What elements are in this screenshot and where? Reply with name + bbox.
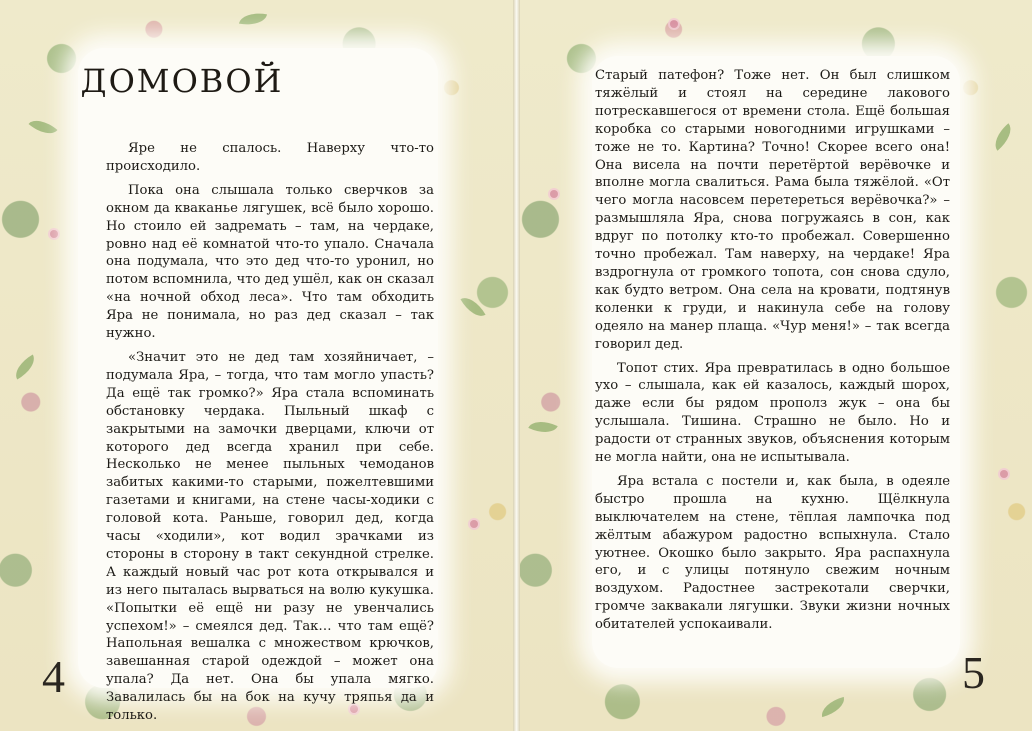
page-number: 5	[962, 647, 985, 698]
paragraph: Пока она слышала только сверчков за окном да кваканье лягушек, всё было хорошо. Но стоило ей задремать – там, на чердаке, ровно над её комнатой что-то упало. Сначала она подумала, что это дед что-то уронил, но потом вспомнила, что дед ушёл, как он сказал «на ночной обход леса». Что там обходить Яра не понимала, но раз дед сказал – так нужно.	[106, 182, 434, 342]
paragraph: Старый патефон? Тоже нет. Он был слишком тяжёлый и стоял на середине лакового потрескавшегося от времени стола. Ещё большая коробка со старыми новогодними игрушками – тоже не то. Картина? Точно! Скорее всего она! Она висела на почти перетёртой верёвочке и вполне могла свалиться. Рама была тяжёлой. «От чего могла насовсем перетереться верёвочка?» – размышляла Яра, снова погружаясь в сон, как вдруг по потолку кто-то пробежал. Совершенно точно пробежал. Там наверху, на чердаке! Яра вздрогнула от громкого топота, сон снова сдуло, как будто ветром. Она села на кровати, подтянув коленки к груди, и накинула себе на голову одеяло на манер плаща. «Чур меня!» – так всегда говорил дед.	[595, 68, 950, 352]
leaf-decoration	[460, 292, 485, 322]
flower-decoration	[1000, 470, 1008, 478]
leaf-decoration	[10, 354, 40, 379]
paragraph: Топот стих. Яра превратилась в одно большое ухо – слышала, как ей казалось, каждый шорох, даже если бы рядом прополз жук – она бы услышала. Тишина. Страшно не было. Но и радости от странных звуков, объяснения которым не могла найти, она не испытывала.	[595, 360, 950, 466]
flower-decoration	[550, 190, 558, 198]
right-page	[520, 0, 1032, 731]
leaf-decoration	[528, 415, 557, 439]
leaf-decoration	[29, 113, 58, 140]
book-gutter	[513, 0, 520, 731]
paragraph: «Значит это не дед там хозяйничает, – подумала Яра, – тогда, что там могло упасть? Да ещё так громко?» Яра стала вспоминать обстановку чердака. Пыльный шкаф с закрытыми на замочки дверцами, ключи от которого дед всегда хранил при себе. Несколько не менее пыльных чемоданов забитых какими-то старыми, пожелтевшими газетами и книгами, на стене часы-ходики с головой кота. Раньше, говорил дед, когда часы «ходили», кот водил зрачками из стороны в сторону в такт секундной стрелке. А каждый новый час рот кота открывался и из него пыталась вырваться на волю кукушка. «Попытки её ещё ни разу не увенчались успехом!» – смеялся дед. Так… что там ещё? Напольная вешалка с множеством крючков, завешанная старой одеждой – может она упала? Да нет. Она бы упала мягко. Завалилась бы на бок на кучу тряпья да и только.	[106, 349, 434, 724]
leaf-decoration	[989, 123, 1018, 150]
right-page-text	[595, 67, 950, 634]
left-page	[0, 0, 513, 731]
chapter-title	[80, 60, 285, 100]
flower-decoration	[670, 20, 678, 28]
flower-decoration	[50, 230, 58, 238]
chapter-title-text: ДОМОВОЙ	[80, 62, 284, 100]
leaf-decoration	[819, 697, 848, 717]
leaf-decoration	[239, 10, 267, 28]
flower-decoration	[470, 520, 478, 528]
page-number: 4	[42, 651, 65, 702]
left-page-text	[106, 140, 434, 725]
paragraph: Яре не спалось. Наверху что-то происходило.	[106, 141, 434, 174]
paragraph: Яра встала с постели и, как была, в одеяле быстро прошла на кухню. Щёлкнула выключателем на стене, тёплая лампочка под жёлтым абажуром радостно вспыхнула. Стало уютнее. Окошко было закрыто. Яра распахнула его, и с улицы потянуло свежим ночным воздухом. Радостнее застрекотали сверчки, громче заквакали лягушки. Звуки жизни ночных обитателей успокаивали.	[595, 473, 950, 633]
